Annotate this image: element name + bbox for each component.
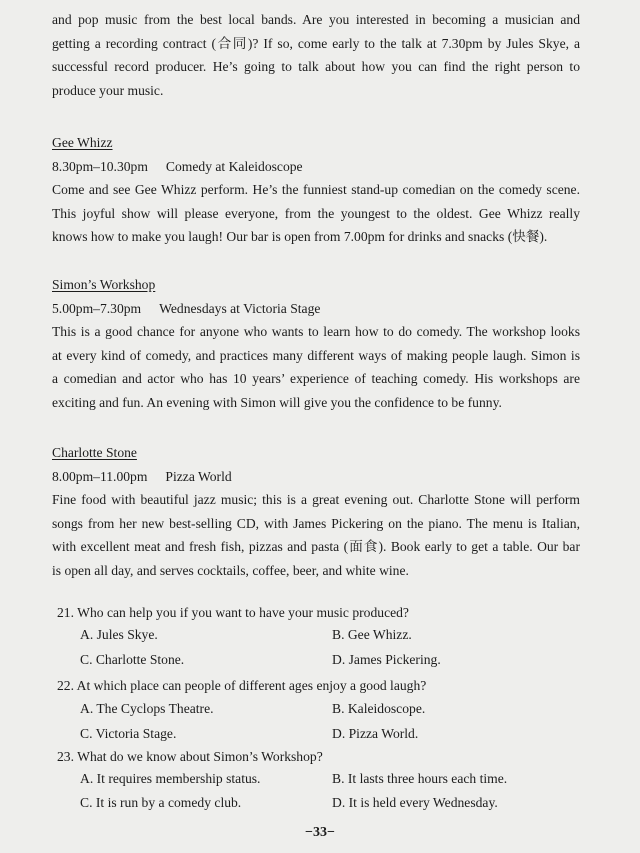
question-21-option-a: A. Jules Skye. <box>80 627 158 642</box>
intro-line: successful record producer. He’s going to talk about how you can find the right person to <box>52 59 580 74</box>
question-21-option-d: D. James Pickering. <box>332 652 441 667</box>
section-line: This is a good chance for anyone who wants to learn how to do comedy. The workshop looks <box>52 324 580 339</box>
question-23-option-d: D. It is held every Wednesday. <box>332 795 498 810</box>
section-heading: Gee Whizz <box>52 135 113 150</box>
section-time: 5.00pm–7.30pm <box>52 300 142 316</box>
section-heading: Charlotte Stone <box>52 445 137 460</box>
question-21-stem: 21. Who can help you if you want to have your music produced? <box>57 605 409 620</box>
intro-line: produce your music. <box>52 82 164 98</box>
question-21-option-c: C. Charlotte Stone. <box>80 652 185 667</box>
section-charlotte-stone <box>52 441 580 582</box>
section-line: with excellent meat and fresh fish, pizzas and pasta (面食). Book early to get a table. Our bar <box>52 539 580 554</box>
page-number: −33− <box>305 825 335 840</box>
question-22-option-c: C. Victoria Stage. <box>80 726 177 741</box>
intro-paragraph <box>52 8 580 102</box>
question-22-option-d: D. Pizza World. <box>332 726 419 741</box>
section-heading: Simon’s Workshop <box>52 277 156 292</box>
section-line: Come and see Gee Whizz perform. He’s the funniest stand-up comedian on the comedy scene. <box>52 182 580 197</box>
intro-line: getting a recording contract (合同)? If so, come early to the talk at 7.30pm by Jules Skye, a <box>52 35 580 51</box>
section-line: a comedian and actor who has 10 years’ experience of teaching comedy. His workshops are <box>52 371 580 386</box>
section-time: 8.30pm–10.30pm <box>52 158 148 174</box>
section-venue: Wednesdays at Victoria Stage <box>159 300 321 316</box>
question-23-stem: 23. What do we know about Simon’s Workshop? <box>57 749 323 764</box>
section-line: knows how to make you laugh! Our bar is open from 7.00pm for drinks and snacks (快餐). <box>52 229 548 244</box>
question-23-option-b: B. It lasts three hours each time. <box>332 771 508 786</box>
section-line: Fine food with beautiful jazz music; this is a great evening out. Charlotte Stone will perform <box>52 492 580 507</box>
question-22-stem: 22. At which place can people of different ages enjoy a good laugh? <box>57 678 427 693</box>
question-22-option-a: A. The Cyclops Theatre. <box>80 701 214 716</box>
section-time: 8.00pm–11.00pm <box>52 468 148 484</box>
section-line: is open all day, and serves cocktails, coffee, beer, and white wine. <box>52 562 409 578</box>
section-gee-whizz <box>52 131 580 249</box>
question-23-option-c: C. It is run by a comedy club. <box>80 795 242 810</box>
section-line: songs from her new best-selling CD, with James Pickering on the piano. The menu is Italian, <box>52 515 580 531</box>
section-venue: Pizza World <box>165 468 232 484</box>
question-21-option-b: B. Gee Whizz. <box>332 627 412 642</box>
section-line: exciting and fun. An evening with Simon will give you the confidence to be funny. <box>52 394 502 410</box>
question-23-option-a: A. It requires membership status. <box>80 771 261 786</box>
question-22-option-b: B. Kaleidoscope. <box>332 701 426 716</box>
intro-line: and pop music from the best local bands. Are you interested in becoming a musician and <box>52 12 580 27</box>
section-venue: Comedy at Kaleidoscope <box>165 158 303 174</box>
section-simons-workshop <box>52 273 580 414</box>
section-line: at every kind of comedy, and practices many different ways of making people laugh. Simon is <box>52 347 580 363</box>
section-line: This joyful show will please everyone, from the youngest to the oldest. Gee Whizz really <box>52 205 580 221</box>
